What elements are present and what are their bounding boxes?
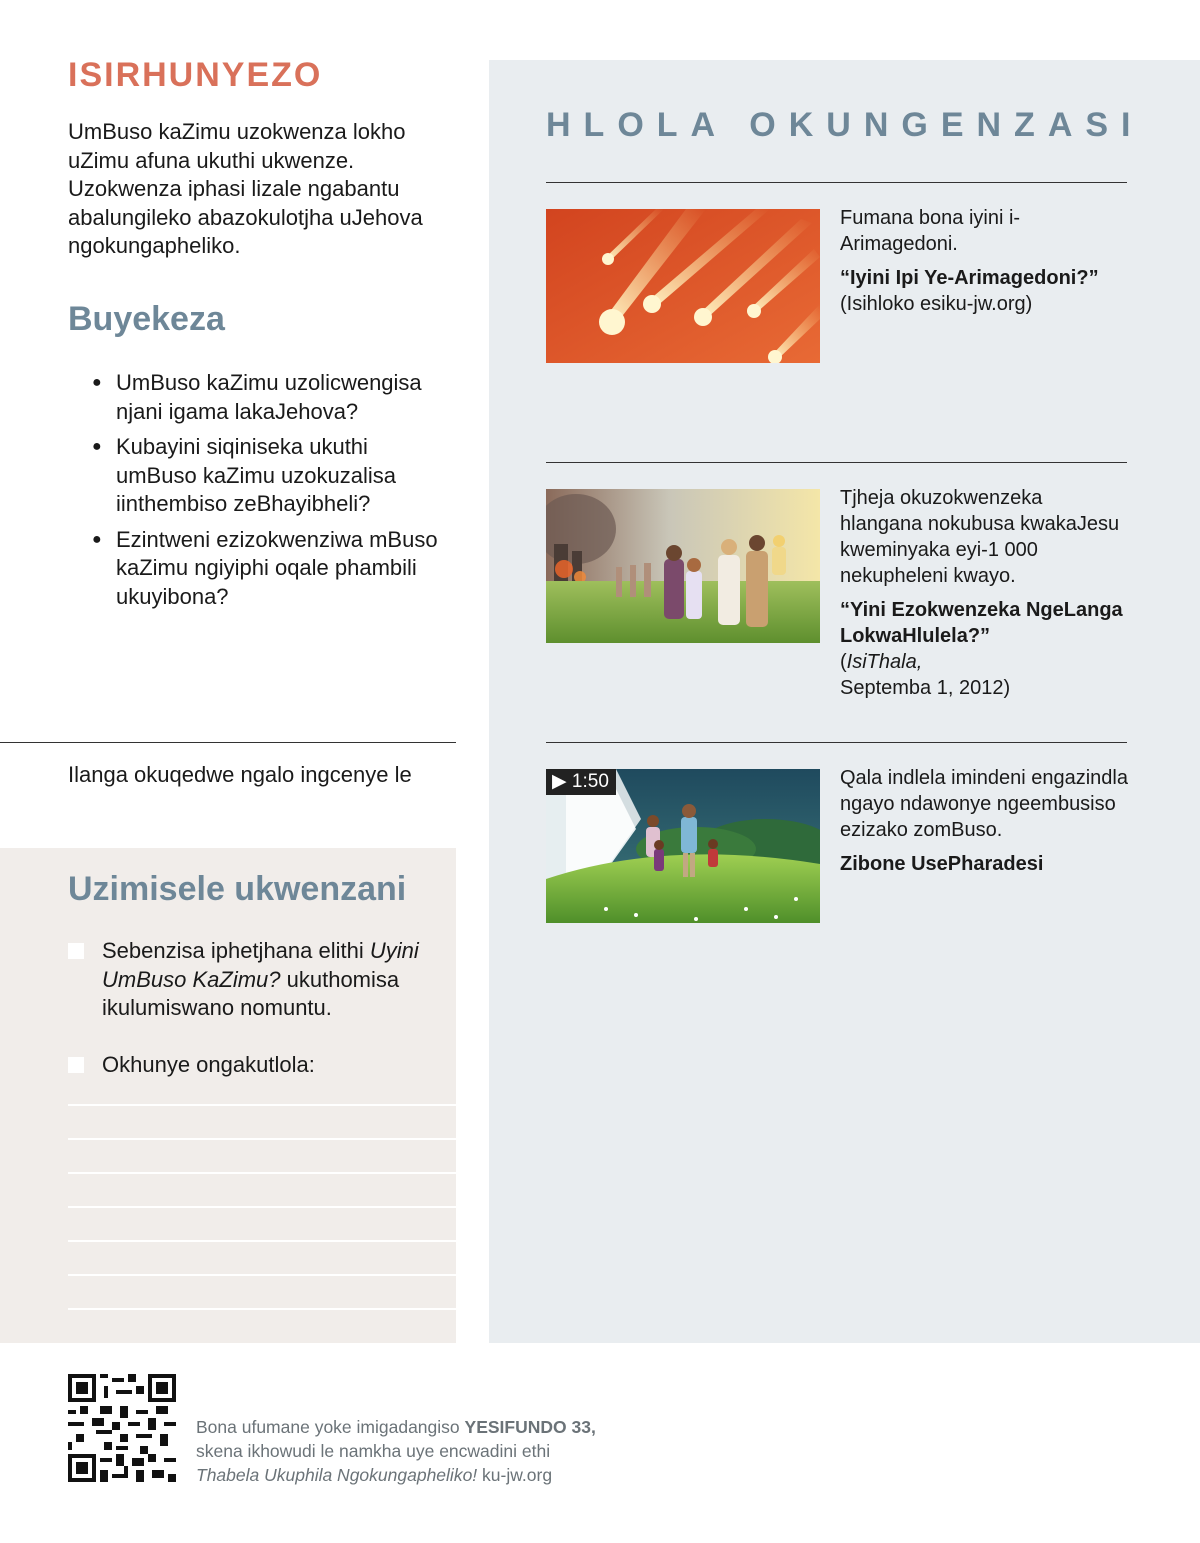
review-question: ● Kubayini siqiniseka ukuthi umBuso kaZimu uzokuzalisa iinthembiso zeBhayibheli? [90,433,450,519]
goal-item-tract [68,937,428,1023]
resource-description: Fumana bona iyini i-Arimagedoni. [840,207,1021,255]
goal-text: Okhunye ongakutlola: [102,1052,315,1077]
goal-item-other [68,1051,428,1080]
explore-heading: HLOLA OKUNGENZASI [546,106,1144,144]
summary-text: UmBuso kaZimu uzokwenza lokho uZimu afuna ukuthi ukwenze. Uzokwenza iphasi lizale ngabantu abalungileko abazokulotjha uJehova ngokungapheliko. [68,119,423,258]
review-question: ● UmBuso kaZimu uzolicwengisa njani igama lakaJehova? [90,369,450,426]
resource-description: Tjheja okuzokwenzeka hlangana nokubusa kwakaJesu kweminyaka eyi-1 000 nekupheleni kwayo. [840,487,1120,587]
resource-divider [546,462,1127,463]
meteors-image[interactable] [546,209,820,363]
goal-text: Sebenzisa iphetjhana elithi Uyini UmBuso KaZimu? ukuthomisa ikulumiswano nomuntu. [102,938,419,1020]
resource-divider [546,182,1127,183]
paradise-walk-image[interactable] [546,489,820,643]
footer-text: Bona ufumane yoke imigadangiso YESIFUNDO 33, skena ikhowudi le namkha uye encwadini ethi Thabela Ukuphila Ngokungapheliko! ku-jw.org [196,1417,596,1485]
resource-item [840,485,1130,701]
summary-heading: ISIRHUNYEZO [68,56,323,94]
goal-checkbox[interactable] [68,943,84,959]
family-meadow-video[interactable] [546,769,820,923]
qr-code-icon[interactable] [68,1374,176,1482]
writing-line[interactable] [68,1172,456,1174]
goals-heading: Uzimisele ukwenzani [68,870,407,908]
goals-box [0,848,456,1343]
resource-title[interactable]: “Yini Ezokwenzeka NgeLanga LokwaHlulela?” [840,599,1123,647]
resource-source: (Isihloko esiku-jw.org) [840,293,1033,315]
play-icon: ▶ [552,771,567,792]
resource-divider [546,742,1127,743]
date-completed-label: Ilanga okuqedwe ngalo ingcenye le [68,762,412,787]
section-divider [0,742,456,743]
writing-line[interactable] [68,1240,456,1242]
resource-item [840,205,1130,317]
review-heading: Buyekeza [68,300,225,338]
writing-line[interactable] [68,1104,456,1106]
resource-item [840,765,1130,877]
review-question-list [90,369,450,618]
resource-description: Qala indlela imindeni engazindla ngayo ndawonye ngeembusiso ezizako zomBuso. [840,767,1128,841]
writing-line[interactable] [68,1138,456,1140]
video-duration-badge: ▶ 1:50 [546,769,616,795]
writing-line[interactable] [68,1308,456,1310]
review-question: ● Ezintweni ezizokwenziwa mBuso kaZimu ngiyiphi oqale phambili ukuyibona? [90,526,450,612]
resource-title[interactable]: “Iyini Ipi Ye-Arimagedoni?” [840,267,1099,289]
resource-title[interactable]: Zibone UsePharadesi [840,853,1044,875]
resource-source: (IsiThala, Septemba 1, 2012) [840,651,1011,699]
writing-line[interactable] [68,1274,456,1276]
goal-checkbox[interactable] [68,1057,84,1073]
writing-line[interactable] [68,1206,456,1208]
